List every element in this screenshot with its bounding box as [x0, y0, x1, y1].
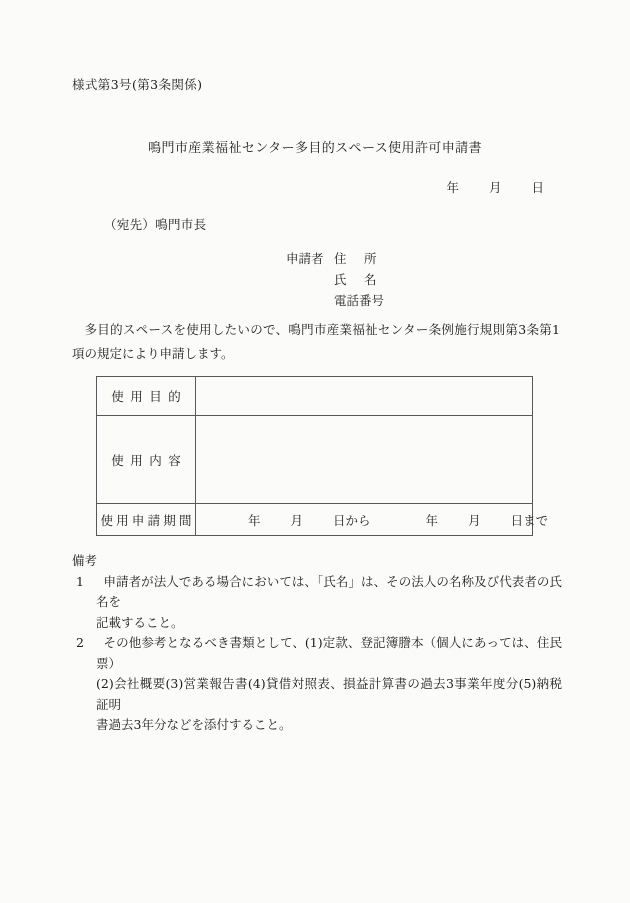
applicant-name-label: 氏 名	[334, 272, 377, 287]
remarks-item-2-line2: (2)会社概要(3)営業報告書(4)貸借対照表、損益計算書の過去3事業年度分(5)納税証明	[96, 676, 562, 712]
table-row	[97, 416, 533, 504]
table-row	[97, 377, 533, 416]
period-from-day: 日から	[333, 512, 371, 528]
row-label-period: 使用申請期間	[97, 504, 196, 536]
row-label-purpose: 使用目的	[97, 377, 196, 416]
remarks-item-2-number: 2	[76, 635, 84, 650]
document-title: 鳴門市産業福祉センター多目的スペース使用許可申請書	[148, 141, 482, 156]
row-value-purpose[interactable]	[196, 377, 533, 416]
period-to-year: 年	[425, 512, 439, 528]
remarks-item-1-line2: 記載すること。	[96, 614, 184, 630]
applicant-address-label: 住 所	[334, 251, 377, 266]
date-day-label: 日	[531, 180, 544, 195]
row-value-period[interactable]	[196, 504, 549, 536]
applicant-phone-label: 電話番号	[334, 293, 385, 308]
application-table	[96, 376, 549, 536]
form-number: 様式第3号(第3条関係)	[72, 77, 203, 92]
remarks-item-2-line1: その他参考となるべき書類として、(1)定款、登記簿謄本（個人にあっては、住民票）	[96, 635, 562, 671]
remarks-section	[72, 551, 562, 736]
row-value-content[interactable]	[196, 416, 533, 504]
remarks-item-2	[72, 633, 562, 736]
remarks-item-1	[72, 572, 562, 634]
applicant-label: 申請者	[286, 251, 324, 266]
table-row	[97, 504, 533, 536]
period-from-year: 年	[248, 512, 261, 528]
remarks-item-1-line1: 申請者が法人である場合においては、「氏名」は、その法人の名称及び代表者の氏名を	[96, 573, 562, 609]
body-paragraph: 多目的スペースを使用したいので、鳴門市産業福祉センター条例施行規則第3条第1項の規定により申請します。	[72, 322, 560, 361]
applicant-block	[286, 248, 384, 311]
row-label-content: 使用内容	[97, 416, 196, 504]
date-year-label: 年	[446, 180, 459, 195]
applicant-address-row	[286, 248, 384, 269]
period-to-day: 日まで	[510, 512, 549, 528]
remarks-item-1-number: 1	[76, 573, 84, 589]
remarks-item-2-line3: 書過去3年分などを添付すること。	[96, 717, 292, 732]
addressee: （宛先）鳴門市長	[104, 217, 207, 232]
date-line	[0, 178, 556, 196]
period-fields	[196, 513, 548, 528]
remarks-heading: 備考	[72, 553, 98, 568]
date-month-label: 月	[488, 180, 502, 195]
period-to-month: 月	[468, 512, 481, 528]
applicant-name-row	[286, 269, 384, 290]
period-from-month: 月	[290, 512, 304, 528]
applicant-phone-row	[286, 290, 384, 311]
